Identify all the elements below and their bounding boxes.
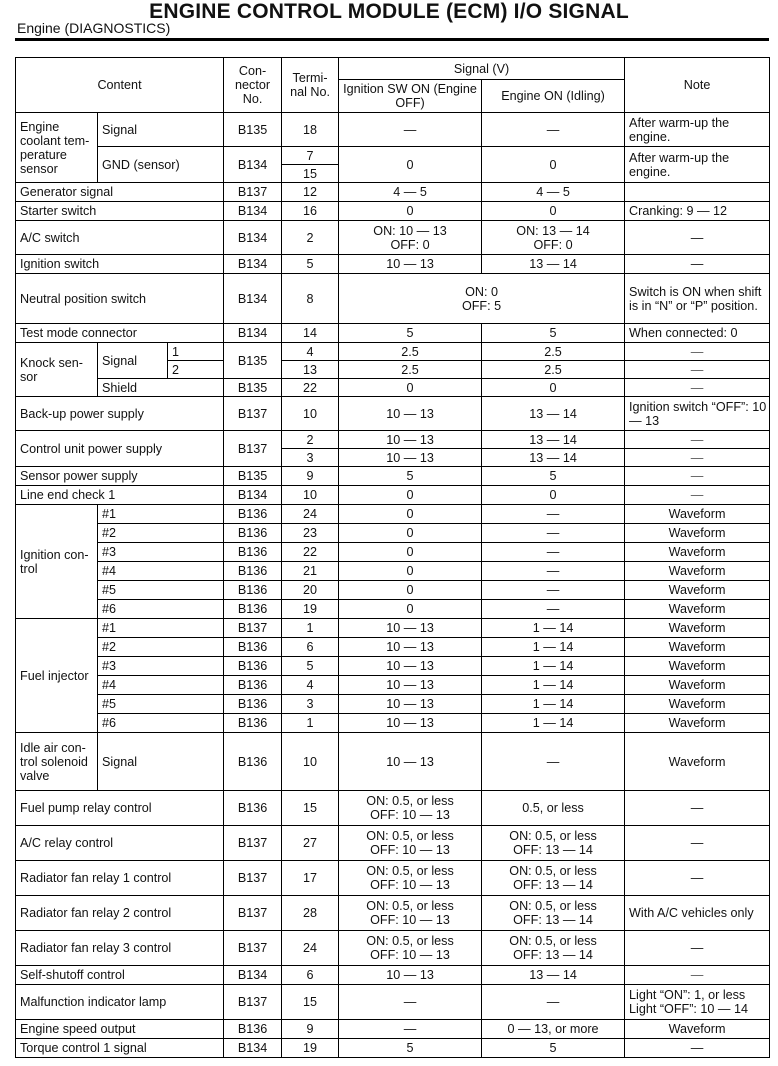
cell-eng: 13 — 14 [482,255,625,274]
cell-terminal: 10 [282,397,339,431]
cell-eng: ON: 0.5, or less OFF: 13 — 14 [482,896,625,931]
table-row [16,524,770,543]
cell-terminal: 28 [282,896,339,931]
cell-terminal: 21 [282,562,339,581]
cell-note: — [625,255,770,274]
table-row [16,397,770,431]
cell-eng: 0 [482,202,625,221]
cell-note: Waveform [625,619,770,638]
row-label: Self-shutoff control [16,966,224,985]
table-row [16,619,770,638]
cell-terminal: 18 [282,113,339,147]
row-label: Radiator fan relay 3 control [16,931,224,966]
table-row [16,695,770,714]
row-label: Sensor power supply [16,467,224,486]
cell-eng: 13 — 14 [482,449,625,467]
cell-connector: B134 [224,966,282,985]
table-row [16,1039,770,1058]
cell-eng: 5 [482,467,625,486]
cell-note: — [625,361,770,379]
cell-eng: 1 — 14 [482,657,625,676]
table-row [16,826,770,861]
row-label: A/C relay control [16,826,224,861]
cell-ign: 0 [339,543,482,562]
cell-ign: 5 [339,324,482,343]
cell-eng: 1 — 14 [482,676,625,695]
table-row [16,113,770,147]
cell-eng: 4 — 5 [482,183,625,202]
row-sublabel: #2 [98,638,224,657]
cell-ign: — [339,985,482,1020]
cell-terminal: 15 [282,985,339,1020]
row-sublabel: Signal [98,113,224,147]
cell-eng: 0 [482,379,625,397]
cell-terminal: 24 [282,931,339,966]
table-row [16,676,770,695]
cell-note: Waveform [625,695,770,714]
row-sublabel: #4 [98,676,224,695]
cell-note: After warm-up the engine. [625,147,770,183]
cell-eng: ON: 13 — 14 OFF: 0 [482,221,625,255]
table-row [16,343,770,361]
table-row [16,467,770,486]
cell-ign: ON: 10 — 13 OFF: 0 [339,221,482,255]
cell-eng: 2.5 [482,343,625,361]
cell-note: — [625,826,770,861]
cell-note: Waveform [625,600,770,619]
cell-connector: B137 [224,896,282,931]
cell-terminal: 19 [282,1039,339,1058]
cell-ign: 10 — 13 [339,676,482,695]
cell-ign: 0 [339,562,482,581]
cell-ign: 10 — 13 [339,397,482,431]
cell-connector: B137 [224,931,282,966]
table-row [16,562,770,581]
cell-note: Waveform [625,543,770,562]
cell-terminal: 6 [282,638,339,657]
cell-connector: B136 [224,581,282,600]
header-content: Content [16,58,224,113]
cell-terminal: 22 [282,379,339,397]
table-row [16,581,770,600]
cell-terminal: 16 [282,202,339,221]
cell-note: — [625,343,770,361]
cell-connector: B137 [224,431,282,467]
cell-eng: 1 — 14 [482,619,625,638]
cell-note: — [625,449,770,467]
cell-eng: 0 — 13, or more [482,1020,625,1039]
cell-note: Waveform [625,505,770,524]
cell-connector: B134 [224,202,282,221]
table-row [16,638,770,657]
table-row [16,324,770,343]
cell-note: Waveform [625,676,770,695]
row-label: Line end check 1 [16,486,224,505]
cell-eng: 1 — 14 [482,695,625,714]
cell-connector: B137 [224,183,282,202]
row-sublabel: Signal [98,733,224,791]
table-row [16,183,770,202]
cell-terminal: 17 [282,861,339,896]
cell-ign: ON: 0.5, or less OFF: 10 — 13 [339,896,482,931]
cell-eng: 0.5, or less [482,791,625,826]
cell-note: Waveform [625,562,770,581]
cell-eng: — [482,985,625,1020]
table-row [16,221,770,255]
cell-terminal: 22 [282,543,339,562]
cell-eng: — [482,600,625,619]
cell-terminal: 19 [282,600,339,619]
cell-connector: B134 [224,274,282,324]
header-terminal: Termi- nal No. [282,58,339,113]
table-row [16,985,770,1020]
cell-connector: B136 [224,791,282,826]
row-group-label: Fuel injector [16,619,98,733]
cell-ign: ON: 0.5, or less OFF: 10 — 13 [339,931,482,966]
cell-connector: B135 [224,379,282,397]
cell-eng: — [482,543,625,562]
cell-eng: 13 — 14 [482,397,625,431]
cell-terminal: 2 [282,221,339,255]
table-row [16,505,770,524]
row-group-label: Idle air con- trol solenoid valve [16,733,98,791]
cell-ign: 5 [339,1039,482,1058]
table-row [16,1020,770,1039]
cell-ign: 2.5 [339,361,482,379]
cell-connector: B134 [224,221,282,255]
cell-ign: 10 — 13 [339,619,482,638]
cell-terminal: 5 [282,657,339,676]
cell-terminal: 9 [282,467,339,486]
table-row [16,733,770,791]
cell-connector: B136 [224,733,282,791]
row-group-label: Knock sen- sor [16,343,98,397]
header-signal: Signal (V) [339,58,625,80]
cell-ign: 2.5 [339,343,482,361]
row-label: Test mode connector [16,324,224,343]
cell-note: — [625,931,770,966]
row-label: Neutral position switch [16,274,224,324]
cell-terminal: 12 [282,183,339,202]
cell-note: Switch is ON when shift is in “N” or “P” position. [625,274,770,324]
cell-ign: 0 [339,486,482,505]
cell-connector: B136 [224,676,282,695]
cell-connector: B134 [224,255,282,274]
cell-ign: 10 — 13 [339,966,482,985]
cell-connector: B137 [224,985,282,1020]
cell-terminal: 4 [282,343,339,361]
cell-ign: 10 — 13 [339,714,482,733]
header-connector: Con- nector No. [224,58,282,113]
row-group-label: Engine coolant tem- perature sensor [16,113,98,183]
table-row [16,379,770,397]
row-label: A/C switch [16,221,224,255]
row-subnum: 2 [168,361,224,379]
row-sublabel: #1 [98,619,224,638]
cell-connector: B136 [224,638,282,657]
cell-terminal: 7 [282,147,339,165]
cell-connector: B134 [224,1039,282,1058]
page-subtitle: Engine (DIAGNOSTICS) [17,20,171,36]
cell-note: — [625,431,770,449]
row-sublabel: #3 [98,657,224,676]
cell-eng: 1 — 14 [482,638,625,657]
cell-note: — [625,1039,770,1058]
row-label: Starter switch [16,202,224,221]
cell-note: Waveform [625,524,770,543]
cell-note: — [625,791,770,826]
cell-terminal: 8 [282,274,339,324]
cell-ign: 10 — 13 [339,431,482,449]
row-label: Generator signal [16,183,224,202]
cell-terminal: 1 [282,714,339,733]
cell-note: After warm-up the engine. [625,113,770,147]
cell-note: — [625,861,770,896]
table-row [16,896,770,931]
row-group-label: Ignition con- trol [16,505,98,619]
page-title: ENGINE CONTROL MODULE (ECM) I/O SIGNAL [149,0,629,23]
cell-ign: ON: 0.5, or less OFF: 10 — 13 [339,826,482,861]
ecm-signal-table [15,57,770,1058]
cell-signal: ON: 0 OFF: 5 [339,274,625,324]
cell-note: Cranking: 9 — 12 [625,202,770,221]
row-sublabel: #3 [98,543,224,562]
title-rule [15,38,769,41]
row-sublabel: Signal [98,343,168,379]
cell-eng: 2.5 [482,361,625,379]
row-label: Fuel pump relay control [16,791,224,826]
row-sublabel: Shield [98,379,224,397]
cell-eng: 13 — 14 [482,966,625,985]
header-note: Note [625,58,770,113]
cell-connector: B136 [224,657,282,676]
cell-note: Waveform [625,638,770,657]
table-row [16,147,770,165]
cell-terminal: 13 [282,361,339,379]
cell-connector: B137 [224,861,282,896]
cell-terminal: 6 [282,966,339,985]
cell-ign: 10 — 13 [339,638,482,657]
cell-note: Waveform [625,714,770,733]
cell-ign: — [339,113,482,147]
cell-ign: 10 — 13 [339,657,482,676]
cell-eng: 13 — 14 [482,431,625,449]
table-row [16,255,770,274]
cell-ign: 0 [339,600,482,619]
cell-note: Waveform [625,657,770,676]
cell-connector: B135 [224,343,282,379]
row-subnum: 1 [168,343,224,361]
table-row [16,931,770,966]
cell-note: Waveform [625,733,770,791]
table-row [16,791,770,826]
table-row [16,861,770,896]
cell-eng: ON: 0.5, or less OFF: 13 — 14 [482,826,625,861]
cell-ign: 5 [339,467,482,486]
row-label: Control unit power supply [16,431,224,467]
row-sublabel: #5 [98,581,224,600]
cell-connector: B136 [224,714,282,733]
cell-terminal: 2 [282,431,339,449]
cell-note: Waveform [625,581,770,600]
cell-connector: B134 [224,147,282,183]
cell-terminal: 10 [282,733,339,791]
cell-eng: 5 [482,1039,625,1058]
table-row [16,600,770,619]
cell-terminal: 20 [282,581,339,600]
cell-ign: 10 — 13 [339,449,482,467]
cell-ign: 0 [339,202,482,221]
cell-eng: ON: 0.5, or less OFF: 13 — 14 [482,931,625,966]
cell-terminal: 1 [282,619,339,638]
cell-ign: 10 — 13 [339,695,482,714]
cell-eng: — [482,505,625,524]
cell-terminal: 14 [282,324,339,343]
cell-eng: — [482,581,625,600]
table-row [16,431,770,449]
row-sublabel: #1 [98,505,224,524]
cell-connector: B136 [224,505,282,524]
cell-ign: 4 — 5 [339,183,482,202]
cell-terminal: 9 [282,1020,339,1039]
row-label: Engine speed output [16,1020,224,1039]
cell-terminal: 24 [282,505,339,524]
cell-eng: 0 [482,486,625,505]
cell-ign: 0 [339,524,482,543]
cell-connector: B136 [224,562,282,581]
cell-terminal: 15 [282,165,339,183]
row-sublabel: GND (sensor) [98,147,224,183]
cell-connector: B136 [224,543,282,562]
cell-terminal: 5 [282,255,339,274]
cell-note: Light “ON”: 1, or less Light “OFF”: 10 — 14 [625,985,770,1020]
cell-note: — [625,379,770,397]
cell-eng: ON: 0.5, or less OFF: 13 — 14 [482,861,625,896]
cell-ign: 0 [339,505,482,524]
cell-connector: B137 [224,826,282,861]
header-eng-on: Engine ON (Idling) [482,80,625,113]
cell-note: — [625,486,770,505]
cell-eng: 1 — 14 [482,714,625,733]
row-label: Malfunction indicator lamp [16,985,224,1020]
header-ign-on: Ignition SW ON (Engine OFF) [339,80,482,113]
row-label: Back-up power supply [16,397,224,431]
cell-ign: 10 — 13 [339,255,482,274]
row-label: Radiator fan relay 1 control [16,861,224,896]
cell-connector: B135 [224,467,282,486]
cell-ign: 0 [339,581,482,600]
cell-terminal: 10 [282,486,339,505]
cell-note: — [625,221,770,255]
cell-note: — [625,467,770,486]
cell-eng: 0 [482,147,625,183]
cell-terminal: 23 [282,524,339,543]
cell-terminal: 27 [282,826,339,861]
table-row [16,714,770,733]
cell-terminal: 15 [282,791,339,826]
cell-connector: B135 [224,113,282,147]
cell-eng: 5 [482,324,625,343]
table-row [16,274,770,324]
table-row [16,657,770,676]
cell-note: — [625,966,770,985]
cell-connector: B136 [224,524,282,543]
cell-connector: B136 [224,695,282,714]
row-sublabel: #5 [98,695,224,714]
header-row [16,58,770,80]
cell-ign: 10 — 13 [339,733,482,791]
cell-ign: ON: 0.5, or less OFF: 10 — 13 [339,861,482,896]
row-label: Radiator fan relay 2 control [16,896,224,931]
cell-note: Waveform [625,1020,770,1039]
cell-note [625,183,770,202]
row-sublabel: #4 [98,562,224,581]
cell-connector: B137 [224,397,282,431]
cell-note: When connected: 0 [625,324,770,343]
cell-eng: — [482,562,625,581]
row-sublabel: #6 [98,714,224,733]
table-row [16,202,770,221]
cell-terminal: 3 [282,449,339,467]
cell-ign: 0 [339,147,482,183]
cell-eng: — [482,733,625,791]
cell-connector: B134 [224,324,282,343]
cell-terminal: 3 [282,695,339,714]
row-sublabel: #6 [98,600,224,619]
cell-connector: B136 [224,1020,282,1039]
cell-note: With A/C vehicles only [625,896,770,931]
cell-note: Ignition switch “OFF”: 10 — 13 [625,397,770,431]
cell-terminal: 4 [282,676,339,695]
cell-eng: — [482,524,625,543]
cell-connector: B137 [224,619,282,638]
table-row [16,543,770,562]
row-label: Torque control 1 signal [16,1039,224,1058]
row-sublabel: #2 [98,524,224,543]
cell-ign: — [339,1020,482,1039]
cell-connector: B136 [224,600,282,619]
table-row [16,966,770,985]
table-row [16,486,770,505]
cell-eng: — [482,113,625,147]
cell-ign: 0 [339,379,482,397]
cell-connector: B134 [224,486,282,505]
row-label: Ignition switch [16,255,224,274]
cell-ign: ON: 0.5, or less OFF: 10 — 13 [339,791,482,826]
